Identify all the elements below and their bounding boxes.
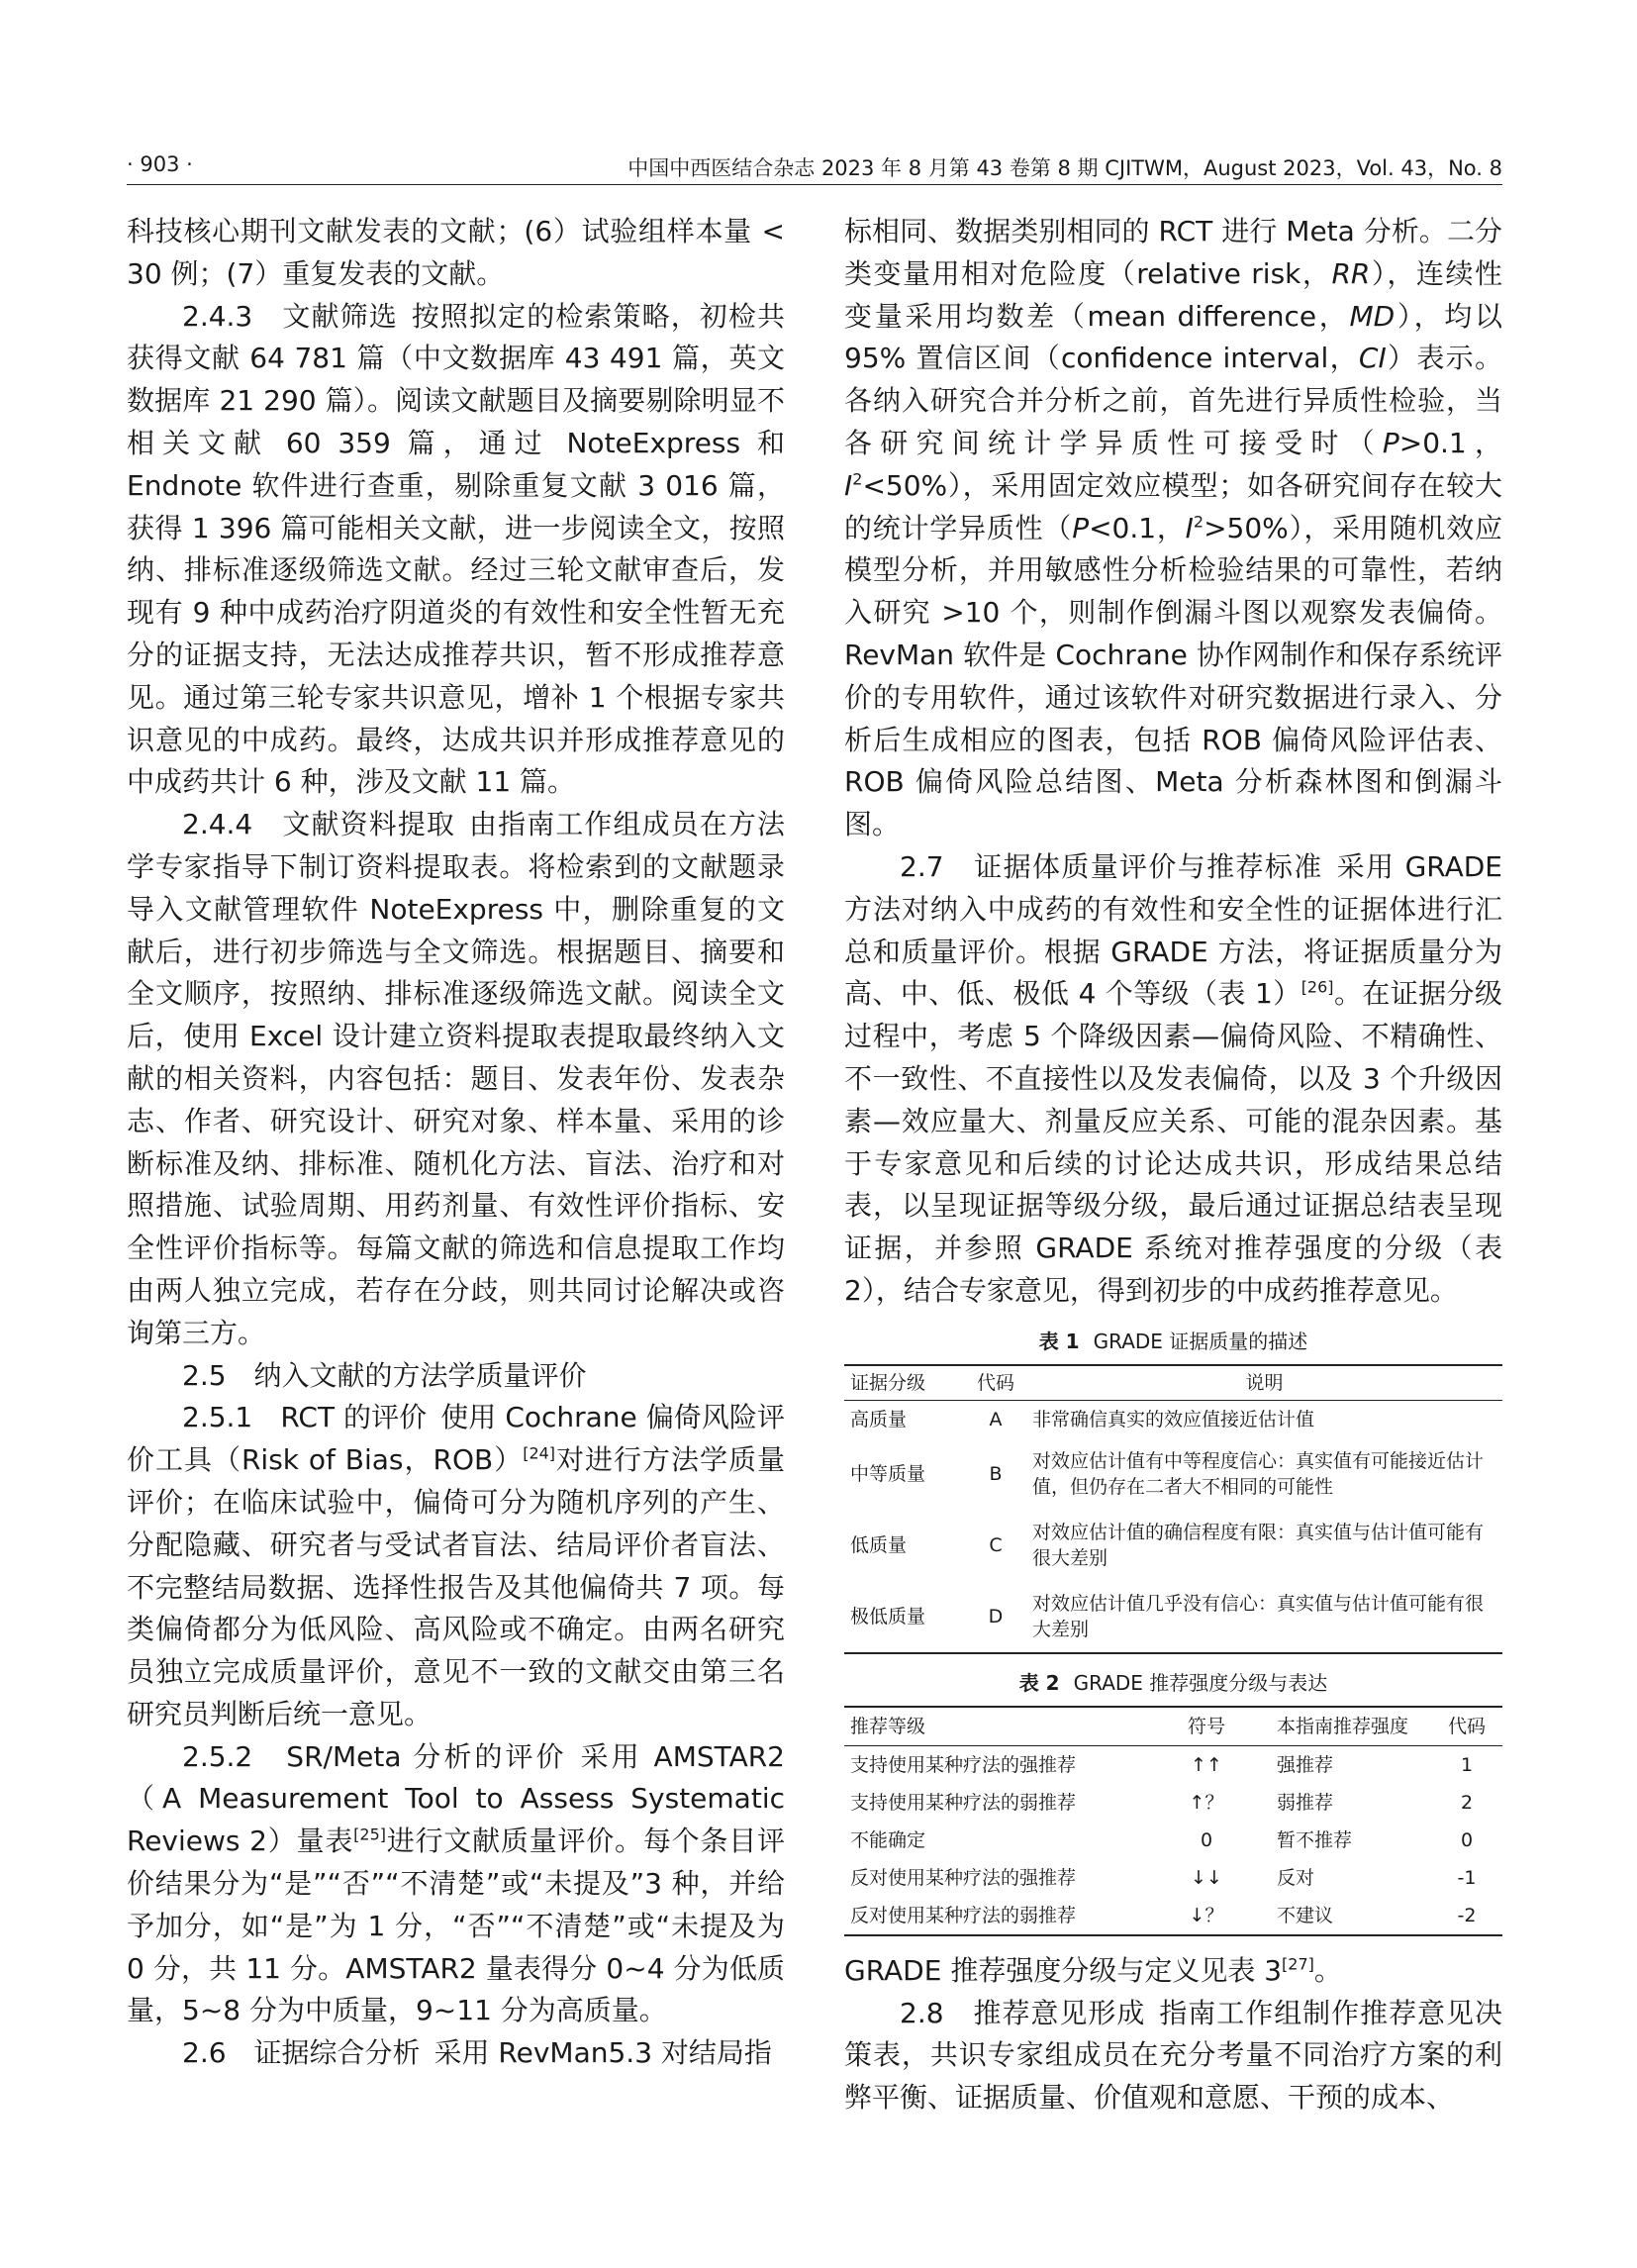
table-cell: 反对使用某种疗法的弱推荐 bbox=[844, 1897, 1166, 1935]
section-body: 指南工作组制作推荐意见决策表，共识专家组成员在充分考量不同治疗方案的利弊平衡、证据质量、价值观和意愿、干预的成本、 bbox=[844, 1996, 1502, 2115]
section-2-5-heading: 2.5 纳入文献的方法学质量评价 bbox=[182, 1358, 587, 1392]
table-cell: 2 bbox=[1460, 1791, 1474, 1814]
table-cell: 反对使用某种疗法的强推荐 bbox=[850, 1866, 1077, 1889]
text-run: 。 bbox=[1313, 1953, 1342, 1987]
text-run: MD bbox=[1349, 299, 1396, 333]
citation-ref: [27] bbox=[1282, 1954, 1314, 1974]
superscript: 2 bbox=[1193, 512, 1204, 532]
text-run: P bbox=[1382, 426, 1399, 459]
section-heading: 2.8 推荐意见形成 bbox=[900, 1996, 1146, 2029]
running-header bbox=[127, 145, 1502, 185]
journal-citation: 中国中西医结合杂志 2023 年 8 月第 43 卷第 8 期 CJITWM，August 2023，Vol. 43，No. 8 bbox=[627, 156, 1502, 180]
table-2-caption bbox=[844, 1670, 1502, 1696]
text-run: ），连续性变量采用均数差（mean difference， bbox=[844, 256, 1502, 333]
table-cell: 支持使用某种疗法的弱推荐 bbox=[850, 1791, 1077, 1814]
table-cell: ↑？ bbox=[1189, 1791, 1224, 1814]
table-cell: 不建议 bbox=[1247, 1897, 1431, 1935]
table-header-cell: 本指南推荐强度 bbox=[1247, 1707, 1431, 1746]
table-cell: 非常确信真实的效应值接近估计值 bbox=[1032, 1408, 1315, 1430]
table-header-cell: 代码 bbox=[965, 1365, 1026, 1401]
table-cell: 1 bbox=[1460, 1753, 1474, 1776]
table-row bbox=[844, 1438, 1502, 1510]
superscript: 2 bbox=[852, 469, 863, 489]
text-run: >50%），采用随机效应模型分析，并用敏感性分析检验结果的可靠性，若纳入研究 >10 个，则制作倒漏斗图以观察发表偏倚。RevMan 软件是 Cochrane 协作网制作和保存系统评价的专用软件，通过该软件对研究数据进行录入、分析后生成相应的图表，包括 ROB 偏倚风险评估表、ROB 偏倚风险总结图、Meta 分析森林图和倒漏斗图。 bbox=[844, 511, 1502, 841]
section-body: 对进行方法学质量评价；在临床试验中，偏倚可分为随机序列的产生、分配隐藏、研究者与受试者盲法、结局评价者盲法、不完整结局数据、选择性报告及其他偏倚共 7 项。每类偏倚都分为低风险、高风险或不确定。由两名研究员独立完成质量评价，意见不一致的文献交由第三名研究员判断后统一意见。 bbox=[127, 1443, 785, 1730]
table-row bbox=[844, 1859, 1502, 1897]
table-cell: C bbox=[989, 1533, 1003, 1556]
table-cell: 强推荐 bbox=[1277, 1753, 1334, 1776]
section-body: 按照拟定的检索策略，初检共获得文献 64 781 篇（中文数据库 43 491 篇，英文数据库 21 290 篇）。阅读文献题目及摘要剔除明显不相关文献 60 359 篇，通过 NoteExpress 和 Endnote 软件进行查重，剔除重复文献 3 016 篇，获得 1 396 篇可能相关文献，进一步阅读全文，按照纳、排标准逐级筛选文献。经过三轮文献审查后，发现有 9 种中成药治疗阴道炎的有效性和安全性暂无充分的证据支持，无法达成推荐共识，暂不形成推荐意见。通过第三轮专家共识意见，增补 1 个根据专家共识意见的中成药。最终，达成共识并形成推荐意见的中成药共计 6 种，涉及文献 11 篇。 bbox=[127, 299, 785, 799]
citation-ref: [25] bbox=[353, 1824, 386, 1844]
paragraph: 科技核心期刊文献发表的文献；(6）试验组样本量 < 30 例；(7）重复发表的文献。 bbox=[127, 215, 785, 290]
table-cell: 不能确定 bbox=[850, 1828, 926, 1851]
table-header-cell: 证据分级 bbox=[844, 1365, 965, 1401]
section-heading: 2.7 证据体质量评价与推荐标准 bbox=[900, 849, 1323, 883]
table-label: 表 1 bbox=[1038, 1329, 1080, 1353]
section-body: 。在证据分级过程中，考虑 5 个降级因素—偏倚风险、不精确性、不一致性、不直接性以及发表偏倚，以及 3 个升级因素—效应量大、剂量反应关系、可能的混杂因素。基于专家意见和后续的讨论达成共识，形成结果总结表，以呈现证据等级分级，最后通过证据总结表呈现证据，并参照 GRADE 系统对推荐强度的分级（表 2），结合专家意见，得到初步的中成药推荐意见。 bbox=[844, 977, 1502, 1307]
table-cell: D bbox=[965, 1581, 1026, 1653]
table-cell: -2 bbox=[1431, 1897, 1502, 1935]
table-cell: 0 bbox=[1200, 1828, 1213, 1851]
text-run: I bbox=[844, 468, 853, 502]
table-label: 表 2 bbox=[1018, 1670, 1060, 1695]
table-cell: 暂不推荐 bbox=[1277, 1828, 1353, 1851]
section-heading: 2.5.2 SR/Meta 分析的评价 bbox=[182, 1739, 567, 1773]
table-cell: 弱推荐 bbox=[1277, 1791, 1334, 1814]
paragraph-table3-ref bbox=[844, 1950, 1502, 1993]
text-run: GRADE 推荐强度分级与定义见表 3 bbox=[844, 1953, 1283, 1987]
table-row bbox=[844, 1897, 1502, 1935]
table-title: GRADE 推荐强度分级与表达 bbox=[1073, 1670, 1328, 1695]
text-run: RR bbox=[1331, 256, 1371, 290]
text-run: CI bbox=[1358, 342, 1387, 375]
table-row bbox=[844, 1784, 1502, 1822]
text-run: ），均以 95% 置信区间（confidence interval， bbox=[844, 299, 1502, 375]
table-header-cell: 说明 bbox=[1026, 1365, 1502, 1401]
table-cell: 中等质量 bbox=[850, 1462, 926, 1485]
table-cell: ↑↑ bbox=[1191, 1753, 1222, 1776]
table-row bbox=[844, 1400, 1502, 1438]
table-cell: A bbox=[989, 1408, 1003, 1430]
citation-ref: [24] bbox=[523, 1443, 556, 1463]
table-title: GRADE 证据质量的描述 bbox=[1093, 1329, 1308, 1353]
table-cell: ↓？ bbox=[1166, 1897, 1247, 1935]
page-number: · 903 · bbox=[127, 152, 193, 176]
table-cell: 对效应估计值的确信程度有限：真实值与估计值可能有很大差别 bbox=[1032, 1521, 1485, 1569]
text-run: P bbox=[1072, 511, 1090, 544]
section-body: 由指南工作组成员在方法学专家指导下制订资料提取表。将检索到的文献题录导入文献管理软件 NoteExpress 中，删除重复的文献后，进行初步筛选与全文筛选。根据题目、摘要和全文顺序，按照纳、排标准逐级筛选文献。阅读全文后，使用 Excel 设计建立资料提取表提取最终纳入文献的相关资料，内容包括：题目、发表年份、发表杂志、作者、研究设计、研究对象、样本量、采用的诊断标准及纳、排标准、随机化方法、盲法、治疗和对照措施、试验周期、用药剂量、有效性评价指标、安全性评价指标等。每篇文献的筛选和信息提取工作均由两人独立完成，若存在分歧，则共同讨论解决或咨询第三方。 bbox=[127, 808, 785, 1349]
table-cell: B bbox=[989, 1462, 1003, 1485]
paragraph-meta-analysis bbox=[844, 211, 1502, 846]
citation-ref: [26] bbox=[1300, 978, 1334, 998]
left-column bbox=[127, 211, 785, 2075]
text-run: <0.1， bbox=[1089, 511, 1186, 544]
table-cell: 反对 bbox=[1277, 1866, 1315, 1889]
section-2-5-2 bbox=[127, 1736, 785, 2033]
section-heading: 2.5.1 RCT 的评价 bbox=[182, 1401, 428, 1434]
table-header-cell: 推荐等级 bbox=[844, 1707, 1166, 1746]
table-header-cell: 符号 bbox=[1166, 1707, 1247, 1746]
section-heading: 2.4.3 文献筛选 bbox=[182, 299, 398, 333]
section-heading: 2.6 证据综合分析 bbox=[182, 2036, 421, 2070]
section-body: 采用 AMSTAR2（A Measurement Tool to Assess Systematic Reviews 2）量表 bbox=[127, 1739, 785, 1858]
table-cell: 极低质量 bbox=[844, 1581, 965, 1653]
section-2-6 bbox=[127, 2032, 785, 2075]
table-row bbox=[844, 1822, 1502, 1859]
table-cell: 低质量 bbox=[850, 1533, 908, 1556]
table-row bbox=[844, 1581, 1502, 1653]
table-cell: -1 bbox=[1457, 1866, 1477, 1889]
text-run: 标相同、数据类别相同的 RCT 进行 Meta 分析。二分类变量用相对危险度（relative risk， bbox=[844, 215, 1502, 290]
section-2-5-1 bbox=[127, 1397, 785, 1735]
table-cell: 支持使用某种疗法的强推荐 bbox=[850, 1753, 1077, 1776]
table-cell: ↓↓ bbox=[1191, 1866, 1222, 1889]
right-column bbox=[844, 211, 1502, 2120]
table-row bbox=[844, 1510, 1502, 1581]
text-run: <50%），采用固定效应模型；如各研究间存在较大的统计学异质性（ bbox=[844, 468, 1502, 544]
table-cell: 高质量 bbox=[850, 1408, 908, 1430]
text-run: >0.1， bbox=[1398, 426, 1502, 459]
table-header-cell: 代码 bbox=[1431, 1707, 1502, 1746]
table-1-caption bbox=[844, 1329, 1502, 1354]
table-cell: 对效应估计值几乎没有信心：真实值与估计值可能有很大差别 bbox=[1026, 1581, 1502, 1653]
section-2-4-4 bbox=[127, 804, 785, 1354]
section-2-7 bbox=[844, 846, 1502, 1313]
text-run: ）表示。各纳入研究合并分析之前，首先进行异质性检验，当各研究间统计学异质性可接受时（ bbox=[844, 342, 1502, 459]
section-heading: 2.4.4 文献资料提取 bbox=[182, 808, 456, 841]
section-2-8 bbox=[844, 1993, 1502, 2120]
table-2 bbox=[844, 1706, 1502, 1936]
text-run: I bbox=[1185, 511, 1194, 544]
section-body: 采用 GRADE 方法对纳入中成药的有效性和安全性的证据体进行汇总和质量评价。根据 GRADE 方法，将证据质量分为高、中、低、极低 4 个等级（表 1） bbox=[844, 849, 1503, 1011]
table-row bbox=[844, 1745, 1502, 1784]
section-2-4-3 bbox=[127, 296, 785, 805]
section-body: 进行文献质量评价。每个条目评价结果分为“是”“否”“不清楚”或“未提及”3 种，并给予加分，如“是”为 1 分，“否”“不清楚”或“未提及为 0 分，共 11 分。AMSTAR2 量表得分 0~4 分为低质量，5~8 分为中质量，9~11 分为高质量。 bbox=[127, 1824, 785, 2027]
table-cell: 对效应估计值有中等程度信心：真实值有可能接近估计值，但仍存在二者大不相同的可能性 bbox=[1032, 1449, 1485, 1498]
table-1 bbox=[844, 1364, 1502, 1654]
section-body: 使用 Cochrane 偏倚风险评价工具（Risk of Bias，ROB） bbox=[127, 1401, 785, 1477]
table-cell: 0 bbox=[1460, 1828, 1474, 1851]
section-body: 采用 RevMan5.3 对结局指 bbox=[433, 2036, 772, 2070]
